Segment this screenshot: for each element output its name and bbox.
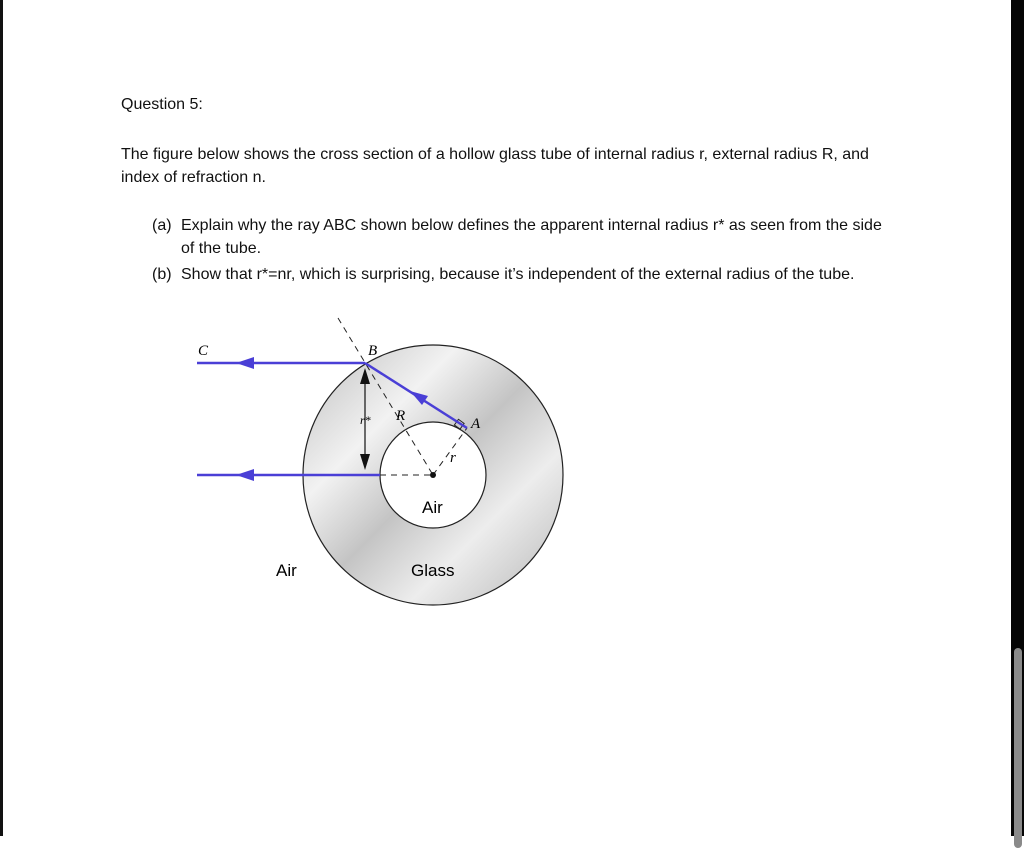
label-C: C <box>198 343 209 359</box>
center-dot <box>430 472 436 478</box>
part-b-text: Show that r*=nr, which is surprising, because it’s independent of the external radius of the tube. <box>181 266 855 283</box>
label-R: R <box>396 408 406 424</box>
label-r: r <box>450 450 456 466</box>
question-title: Question 5: <box>121 96 203 113</box>
part-a-label: (a) <box>152 217 172 234</box>
label-B: B <box>368 343 378 359</box>
label-outer-air: Air <box>276 561 297 580</box>
label-glass: Glass <box>411 561 455 580</box>
part-a-text: Explain why the ray ABC shown below defines the apparent internal radius r* as seen from the side of the tube. <box>181 217 882 257</box>
arrow-left-icon <box>236 357 254 369</box>
arrow-left-icon <box>236 469 254 481</box>
label-r-star: r* <box>360 413 371 427</box>
label-inner-air: Air <box>422 498 443 517</box>
part-b-label: (b) <box>152 266 172 283</box>
question-intro: The figure below shows the cross section of a hollow glass tube of internal radius r, external radius R, and index of refraction n. <box>121 146 869 186</box>
label-A: A <box>471 416 481 432</box>
